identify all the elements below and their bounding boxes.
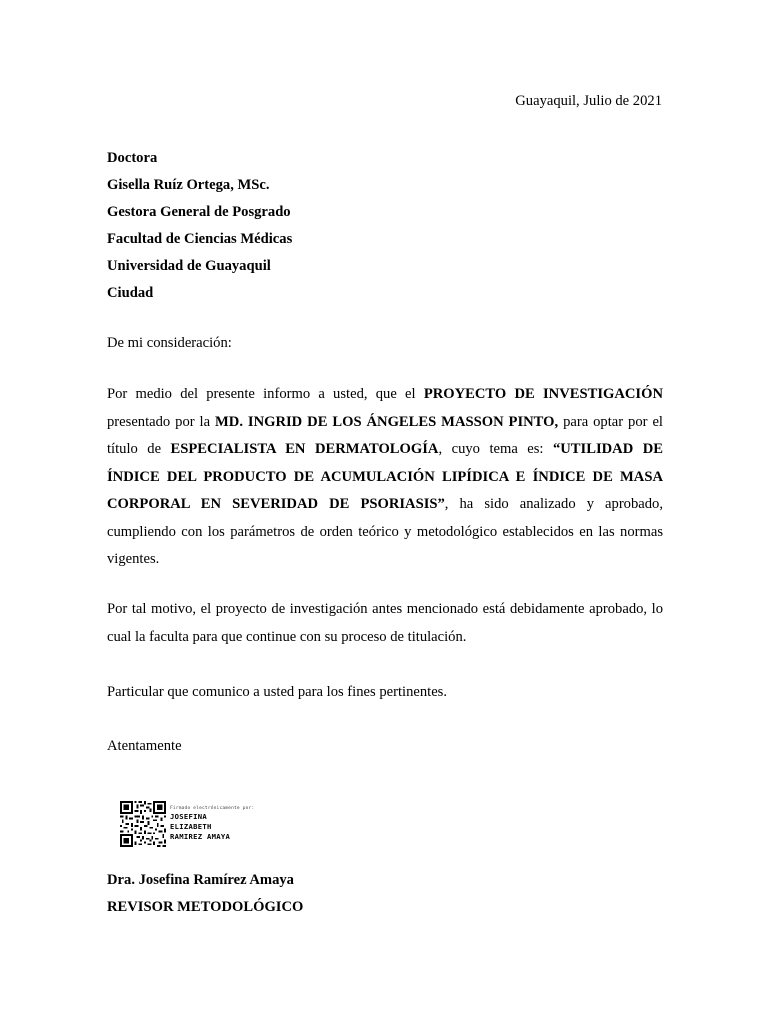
electronic-signature bbox=[120, 801, 320, 851]
signature-text bbox=[170, 806, 254, 842]
signature-name-line-2: ELIZABETH bbox=[170, 822, 212, 831]
recipient-title: Doctora bbox=[107, 150, 158, 166]
p1-bold-project: PROYECTO DE INVESTIGACIÓN bbox=[423, 386, 664, 402]
recipient-faculty: Facultad de Ciencias Médicas bbox=[107, 231, 293, 247]
signature-caption: Firmado electrónicamente por: bbox=[170, 806, 255, 811]
p1-text-2: presentado por la bbox=[107, 413, 215, 430]
greeting: De mi consideración: bbox=[107, 335, 232, 351]
body-paragraph-2: Por tal motivo, el proyecto de investigación antes mencionado está debidamente aprobado, lo cual la faculta para que continue con su proceso de titulación. bbox=[107, 601, 663, 645]
recipient-position: Gestora General de Posgrado bbox=[107, 204, 291, 220]
signer-role: REVISOR METODOLÓGICO bbox=[107, 899, 304, 915]
closing-line: Atentamente bbox=[107, 738, 182, 754]
signature-name-line-1: JOSEFINA bbox=[170, 812, 208, 821]
qr-code-icon bbox=[120, 801, 166, 847]
p1-text-1: Por medio del presente informo a usted, que el bbox=[107, 386, 424, 402]
recipient-block bbox=[107, 145, 292, 307]
signer-block bbox=[107, 867, 303, 921]
p1-text-4: , cuyo tema es: bbox=[438, 441, 553, 457]
body-paragraph-1 bbox=[107, 381, 663, 574]
recipient-university: Universidad de Guayaquil bbox=[107, 258, 271, 274]
p1-bold-student: MD. INGRID DE LOS ÁNGELES MASSON PINTO, bbox=[215, 413, 559, 430]
p1-bold-specialty: ESPECIALISTA EN DERMATOLOGÍA bbox=[170, 441, 439, 457]
p1-bold-topic: “UTILIDAD DE ÍNDICE DEL PRODUCTO DE ACUMULACIÓN LIPÍDICA E ÍNDICE DE MASA CORPORAL EN SEVERIDAD DE PSORIASIS” bbox=[107, 441, 663, 512]
signer-name: Dra. Josefina Ramírez Amaya bbox=[107, 872, 294, 888]
signature-name-line-3: RAMIREZ AMAYA bbox=[170, 832, 231, 841]
body-paragraph-3: Particular que comunico a usted para los fines pertinentes. bbox=[107, 684, 448, 700]
p1-text-3: para optar por el título de bbox=[107, 413, 663, 457]
recipient-city: Ciudad bbox=[107, 285, 154, 301]
date-line: Guayaquil, Julio de 2021 bbox=[515, 93, 662, 109]
p1-text-5: , ha sido analizado y aprobado, cumpliendo con los parámetros de orden teórico y metodológico establecidos en las normas vigentes. bbox=[107, 496, 663, 567]
recipient-name: Gisella Ruíz Ortega, MSc. bbox=[107, 177, 270, 193]
